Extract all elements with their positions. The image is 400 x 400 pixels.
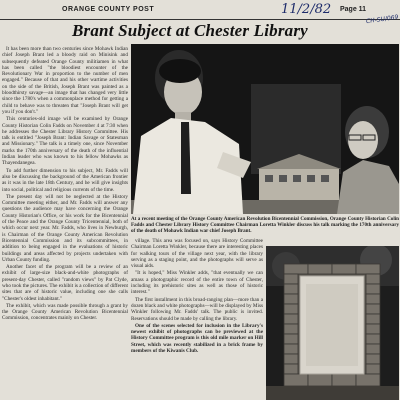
photo-caption-milemarker: One of the scenes selected for inclusion in the Library's newest exhibit of photographs can be previewed at the History Committee program is this old mile marker on Hill Street, which was recently stabilized in a brick frame by members of the Kiwanis Club. [131, 322, 263, 355]
paragraph: "It is hoped," Miss Winkler adds, "that eventually we can amass a photographic record of the entire town of Chester, including its prehistoric sites as well as those of historic interest." [131, 270, 263, 296]
photo-caption: At a recent meeting of the Orange County American Revolution Bicentennial Commission, Orange County Historian Colin Fadds and Chester Library History Committee Chairman Loretta Winkler discuss his talk marking the 170th anniversary of the death of Mohawk Indian war chief Joseph Brant. [131, 216, 399, 235]
publication-name: ORANGE COUNTY POST [62, 6, 155, 13]
paragraph: village. This area was focused on, says History Committee Chairman Loretta Winkler, because there are interesting places for walking tours of the village next year, with the library serving as a staging point, and the photographs will serve as visual aids. [131, 238, 263, 270]
photo-mile-marker-image [266, 246, 399, 400]
handwritten-date: 11/2/82 [281, 2, 332, 17]
paragraph: The exhibit, which was made possible through a grant by the Orange County American Revolution Bicentennial Commission, concentrates mainly on Chester. [2, 302, 128, 322]
paragraph: The present day will not be neglected at the History Committee meeting either, and Mr. Fadds will answer any questions the audience may have concerning the Orange County Historian's Office, or his work for the Bicentennial of the Peace and the Orange County Tricentennial, both of which occur next year. Mr. Fadds, who lives in Newburgh, is Chairman of the Orange County American Revolution Bicentennial Commission and its subcommittees, in addition to being engaged in the evaluations of historic buildings and areas affected by projects undertaken with Urban County funding. [2, 193, 128, 263]
photo-mile-marker [266, 246, 399, 400]
page-number: Page 11 [340, 6, 367, 13]
handwritten-reference: CH-SU/069 [365, 13, 399, 26]
headline: Brant Subject at Chester Library [72, 21, 308, 40]
photo-meeting [131, 44, 399, 214]
paragraph: It has been more than two centuries since Mohawk Indian chief Joseph Brant led a bloody raid on Minisink and subsequently defeated Orange County militiamen in what has been called "the bloodiest encounter of the Revolutionary War in proportion to the number of men engaged." Because of that and his other wartime activities on the side of the British, Joseph Brant was painted as a bloodthirsty savage—an image that has changed very little since the 1780's when a commonplace method for getting a child to behave was to threaten that "Joseph Brant will get you if you don't." [2, 46, 128, 115]
paragraph: The first installment in this broad-ranging plan—more than a dozen black and white photographs—will be displayed by Miss Winkler following Mr. Fadds' talk. The public is invited. Reservations should be made by calling the library. [131, 296, 263, 322]
paragraph: Another facet of the program will be a review of an exhibit of large-size black-and-white photographs of present-day Chester, called "random views" by Pat Clyde, who took the pictures. The exhibit is a collection of different sites that are of historic value, including one she calls "Chester's oldest inhabitant." [2, 264, 128, 302]
article-column-middle [131, 238, 263, 398]
paragraph: To add further dimension to his subject, Mr. Fadds will also be discussing the background of the American frontier as it was in the late 18th Century, and he will give insights into social, political and religious currents of the time. [2, 167, 128, 193]
article-column-left [2, 46, 128, 398]
masthead [0, 3, 400, 20]
photo-meeting-image [131, 44, 399, 214]
paragraph: This centuries-old image will be examined by Orange County Historian Colin Fadds on November 4 at 7:30 when he addresses the Chester Library History Committee. His talk is entitled "Joseph Brant: Indian Savage or Statesman and Missionary." The talk is a timely one, since November marks the 170th anniversary of the death of the influential Indian leader who was known to his fellow Mohawks as Thayendanegea. [2, 116, 128, 167]
